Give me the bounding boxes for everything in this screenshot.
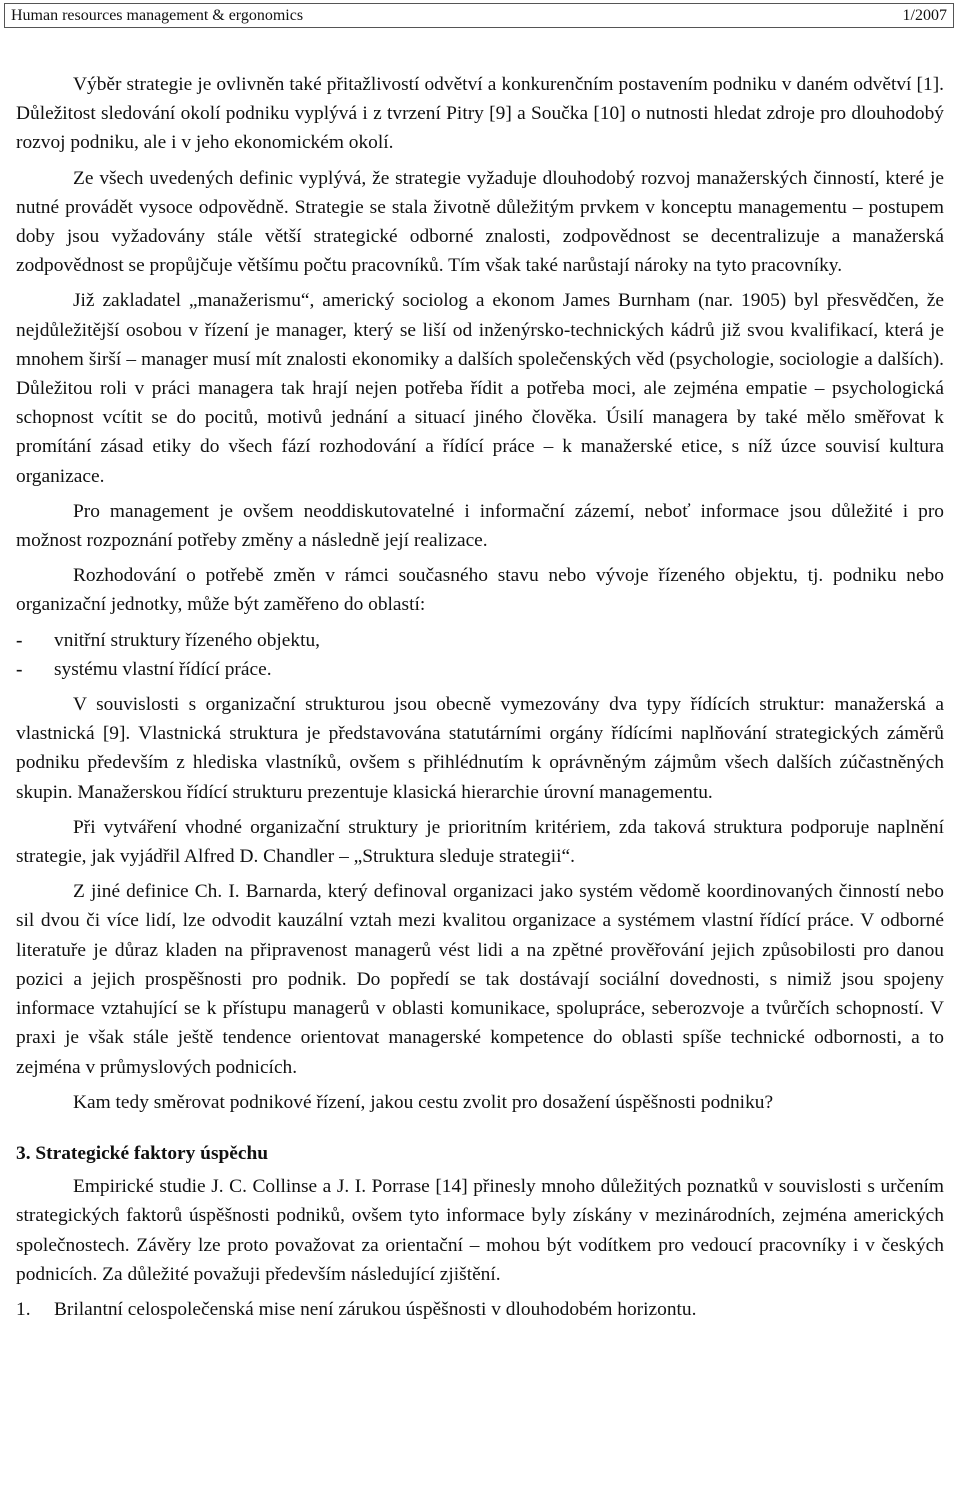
- numbered-item: [16, 1295, 944, 1324]
- bullet-dash: -: [16, 658, 23, 680]
- bullet-text: systému vlastní řídící práce.: [54, 658, 272, 680]
- paragraph: Výběr strategie je ovlivněn také přitažlivostí odvětví a konkurenčním postavením podniku v daném odvětví [1]. Důležitost sledování okolí podniku vyplývá i z tvrzení Pitry [9] a Součka [10] o nutnosti hledat zdroje pro dlouhodobý rozvoj podniku, ale i v jeho ekonomickém okolí.: [16, 74, 944, 154]
- paragraph: Při vytváření vhodné organizační struktury je prioritním kritériem, zda taková struktura podporuje naplnění strategie, jak vyjádřil Alfred D. Chandler – „Struktura sleduje strategii“.: [16, 816, 944, 868]
- paragraph: V souvislosti s organizační strukturou jsou obecně vymezovány dva typy řídících struktur: manažerská a vlastnická [9]. Vlastnická struktura je představována statutárními orgány řídícími naplňování strategických záměrů podniku především z hlediska vlastníků, ovšem s přihlédnutím k oprávněným zájmům všech dalších zúčastněných skupin. Manažerskou řídící strukturu prezentuje klasická hierarchie úrovní managementu.: [16, 694, 944, 803]
- list-item: [16, 655, 944, 684]
- header-issue: 1/2007: [902, 6, 947, 24]
- paragraph: Kam tedy směrovat podnikové řízení, jakou cestu zvolit pro dosažení úspěšnosti podniku?: [73, 1091, 774, 1113]
- article-body: [16, 70, 944, 1324]
- paragraph: Z jiné definice Ch. I. Barnarda, který definoval organizaci jako systém vědomě koordinovaných činností nebo sil dvou či více lidí, lze odvodit kauzální vztah mezi kvalitou organizace a systémem vlastní řídící práce. V odborné literatuře je důraz kladen na připravenost managerů vést lidi a na zpětné prověřování jejich způsobilosti pro danou pozici a jejich prospěšnosti pro podnik. Do popředí se tak dostávají sociální dovednosti, s nimiž jsou spojeny informace vztahující se k přístupu managerů v oblasti komunikace, spolupráce, seberozvoje a tvůrčích schopností. V praxi je však stále ještě tendence orientovat managerské kompetence do oblasti spíše technické odbornosti, a to zejména v průmyslových podnicích.: [16, 881, 944, 1078]
- paragraph: Ze všech uvedených definic vyplývá, že strategie vyžaduje dlouhodobý rozvoj manažerských činností, které je nutné provádět vysoce odpovědně. Strategie se stala životně důležitým prvkem v konceptu managementu – postupem doby jsou vyžadovány stále větší strategické odborné znalosti, zodpovědnost se decentralizuje a manažerská zodpovědnost se propůjčuje většímu počtu pracovníků. Tím však také narůstají nároky na tyto pracovníky.: [16, 167, 944, 277]
- item-text: Brilantní celospolečenská mise není zárukou úspěšnosti v dlouhodobém horizontu.: [54, 1298, 697, 1320]
- item-number: 1.: [16, 1298, 31, 1320]
- bullet-dash: -: [16, 629, 23, 651]
- paragraph: Již zakladatel „manažerismu“, americký sociolog a ekonom James Burnham (nar. 1905) byl přesvědčen, že nejdůležitější osobou v řízení je manager, který se liší od inženýrsko-technických kádrů již svou kvalifikací, která je mnohem širší – manager musí mít znalosti ekonomiky a dalších společenských věd (psychologie, sociologie a dalších). Důležitou roli v práci managera tak hrají nejen potřeba řídit a potřeba moci, ale zejména empatie – psychologická schopnost vcítit se do pocitů, motivů jednání a situací jiného člověka. Úsilí managera by také mělo směřovat k promítání zásad etiky do všech fází rozhodování a řídící práce – k manažerské etice, s níž úzce souvisí kultura organizace.: [16, 290, 944, 487]
- paragraph: Rozhodování o potřebě změn v rámci současného stavu nebo vývoje řízeného objektu, tj. podniku nebo organizační jednotky, může být zaměřeno do oblastí:: [16, 565, 944, 616]
- page-header: [4, 3, 954, 28]
- section-heading: 3. Strategické faktory úspěchu: [16, 1142, 269, 1164]
- paragraph: Pro management je ovšem neoddiskutovatelné i informační zázemí, neboť informace jsou důležité i pro možnost rozpoznání potřeby změny a následně její realizace.: [16, 500, 944, 552]
- header-journal-title: Human resources management & ergonomics: [11, 6, 304, 24]
- paragraph: Empirické studie J. C. Collinse a J. I. Porrase [14] přinesly mnoho důležitých poznatků v souvislosti s určením strategických faktorů úspěšnosti podniků, ovšem tyto informace byly získány v mezinárodních, zejména amerických společnostech. Závěry lze proto považovat za orientační – mohou být vodítkem pro vedoucí pracovníky i v českých podnicích. Za důležité považuji především následující zjištění.: [16, 1176, 944, 1285]
- bullet-text: vnitřní struktury řízeného objektu,: [54, 629, 321, 651]
- list-item: [16, 626, 944, 655]
